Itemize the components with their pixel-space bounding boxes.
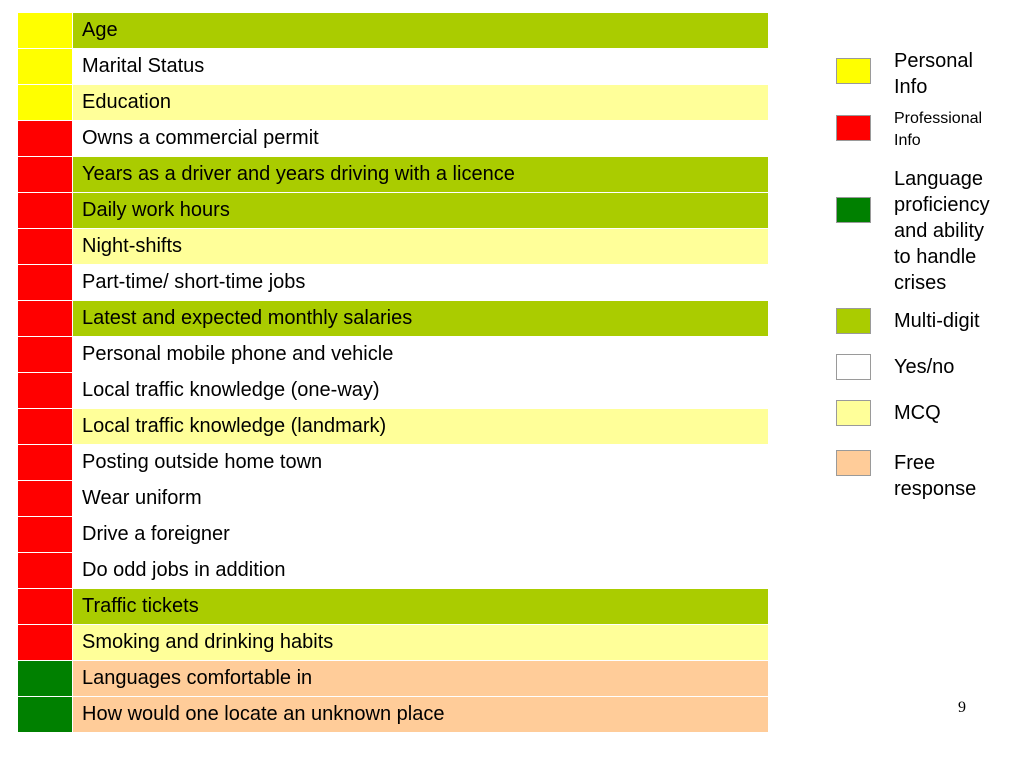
legend-swatch — [836, 308, 871, 334]
question-cell: Traffic tickets — [73, 589, 769, 625]
questionnaire-table — [17, 12, 769, 733]
legend-swatch — [836, 354, 871, 380]
legend-label — [894, 308, 1021, 334]
legend-label-line: crises — [894, 272, 947, 294]
table-row — [18, 301, 769, 337]
question-cell: How would one locate an unknown place — [73, 697, 769, 733]
category-cell-professional — [18, 301, 73, 337]
question-cell: Posting outside home town — [73, 445, 769, 481]
table-row — [18, 625, 769, 661]
legend-label-line: Professional — [894, 110, 983, 127]
category-cell-professional — [18, 553, 73, 589]
category-cell-professional — [18, 445, 73, 481]
question-cell: Local traffic knowledge (landmark) — [73, 409, 769, 445]
category-cell-professional — [18, 625, 73, 661]
legend-swatch — [836, 400, 871, 426]
legend-swatch — [836, 450, 871, 476]
legend-label-line: MCQ — [894, 402, 941, 424]
legend-label — [894, 354, 1021, 380]
question-cell: Wear uniform — [73, 481, 769, 517]
table-row — [18, 445, 769, 481]
category-cell-professional — [18, 337, 73, 373]
question-cell: Personal mobile phone and vehicle — [73, 337, 769, 373]
category-cell-professional — [18, 265, 73, 301]
question-cell: Local traffic knowledge (one-way) — [73, 373, 769, 409]
category-cell-professional — [18, 157, 73, 193]
legend-label-line: and ability — [894, 220, 985, 242]
question-cell: Education — [73, 85, 769, 121]
legend-label-line: Info — [894, 76, 928, 98]
category-cell-professional — [18, 517, 73, 553]
table-row — [18, 481, 769, 517]
category-cell-personal — [18, 85, 73, 121]
table-row — [18, 157, 769, 193]
category-cell-language — [18, 661, 73, 697]
question-cell: Night-shifts — [73, 229, 769, 265]
legend-swatch — [836, 115, 871, 141]
category-cell-personal — [18, 49, 73, 85]
legend-label-line: Yes/no — [894, 356, 955, 378]
question-cell: Drive a foreigner — [73, 517, 769, 553]
legend-swatch — [836, 197, 871, 223]
legend-label — [894, 48, 1021, 100]
table-row — [18, 517, 769, 553]
legend-label-line: to handle — [894, 246, 977, 268]
legend-label — [894, 166, 1021, 296]
category-cell-professional — [18, 409, 73, 445]
table-row — [18, 13, 769, 49]
category-cell-professional — [18, 481, 73, 517]
category-cell-professional — [18, 589, 73, 625]
category-cell-personal — [18, 13, 73, 49]
table-row — [18, 229, 769, 265]
question-cell: Latest and expected monthly salaries — [73, 301, 769, 337]
table-row — [18, 589, 769, 625]
legend-label — [894, 400, 1021, 426]
table-row — [18, 661, 769, 697]
legend-label — [894, 108, 1021, 152]
question-cell: Do odd jobs in addition — [73, 553, 769, 589]
question-cell: Part-time/ short-time jobs — [73, 265, 769, 301]
legend-label-line: Personal — [894, 50, 973, 72]
question-cell: Years as a driver and years driving with a licence — [73, 157, 769, 193]
table-row — [18, 337, 769, 373]
legend-label-line: Info — [894, 132, 921, 149]
table-row — [18, 697, 769, 733]
legend-label-line: Multi-digit — [894, 310, 980, 332]
table-row — [18, 85, 769, 121]
legend-label-line: Language — [894, 168, 983, 190]
question-cell: Smoking and drinking habits — [73, 625, 769, 661]
legend-label-line: proficiency — [894, 194, 990, 216]
category-cell-professional — [18, 121, 73, 157]
question-cell: Owns a commercial permit — [73, 121, 769, 157]
question-cell: Marital Status — [73, 49, 769, 85]
table-row — [18, 373, 769, 409]
question-cell: Daily work hours — [73, 193, 769, 229]
table-row — [18, 193, 769, 229]
table-row — [18, 49, 769, 85]
legend-label — [894, 450, 1021, 502]
category-cell-professional — [18, 373, 73, 409]
category-cell-professional — [18, 193, 73, 229]
legend-swatch — [836, 58, 871, 84]
category-cell-professional — [18, 229, 73, 265]
table-row — [18, 265, 769, 301]
category-cell-language — [18, 697, 73, 733]
question-cell: Age — [73, 13, 769, 49]
legend-label-line: response — [894, 478, 977, 500]
page-number: 9 — [958, 699, 966, 716]
table-row — [18, 409, 769, 445]
question-cell: Languages comfortable in — [73, 661, 769, 697]
table-row — [18, 121, 769, 157]
legend-label-line: Free — [894, 452, 936, 474]
table-row — [18, 553, 769, 589]
